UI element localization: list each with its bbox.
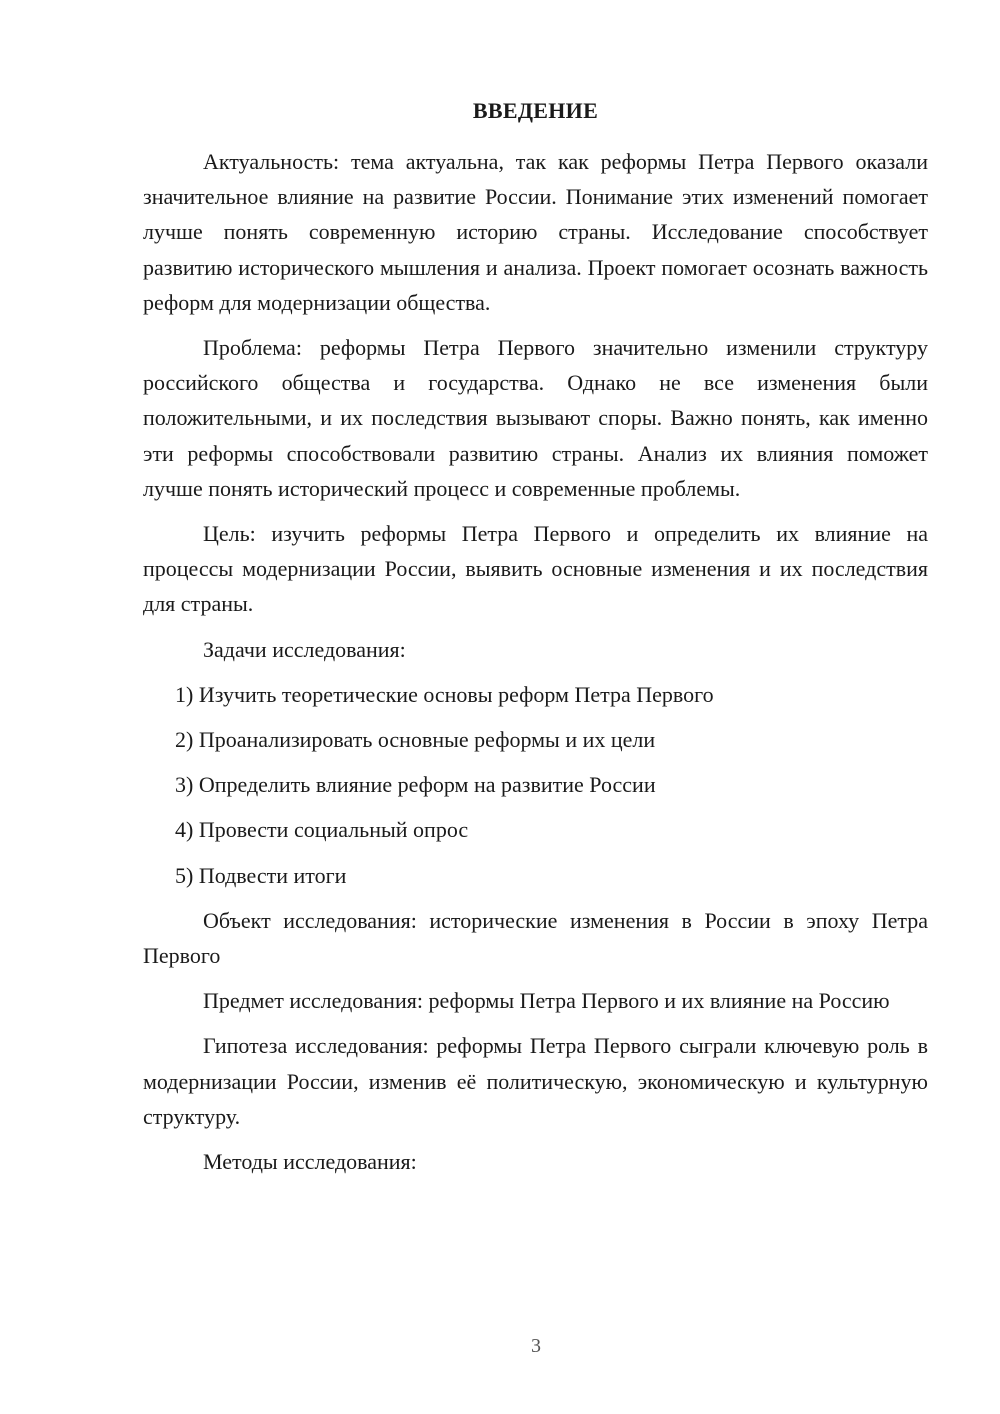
paragraph-object: Объект исследования: исторические изменения в России в эпоху Петра Первого xyxy=(143,907,928,969)
task-item-1: 1) Изучить теоретические основы реформ Петра Первого xyxy=(175,681,714,707)
paragraph-subject: Предмет исследования: реформы Петра Первого и их влияние на Россию xyxy=(203,988,890,1014)
task-item-5: 5) Подвести итоги xyxy=(175,862,347,888)
task-item-2: 2) Проанализировать основные реформы и их цели xyxy=(175,727,656,753)
task-item-4: 4) Провести социальный опрос xyxy=(175,817,469,843)
tasks-list xyxy=(143,677,928,893)
paragraph-problem: Проблема: реформы Петра Первого значительно изменили структуру российского общества и государства. Однако не все изменения были положительными, и их последствия вызывают споры. Важно понять, как именно эти реформы способствовали развитию страны. Анализ их влияния поможет лучше понять исторический процесс и современные проблемы. xyxy=(143,335,928,501)
tasks-title: Задачи исследования: xyxy=(203,636,406,662)
methods-title: Методы исследования: xyxy=(203,1149,417,1175)
paragraph-relevance: Актуальность: тема актуальна, так как реформы Петра Первого оказали значительное влияние на развитие России. Понимание этих изменений помогает лучше понять современную историю страны. Исследование способствует развитию исторического мышления и анализа. Проект помогает осознать важность реформ для модернизации общества. xyxy=(143,149,928,315)
paragraph-hypothesis: Гипотеза исследования: реформы Петра Первого сыграли ключевую роль в модернизации России, изменив её политическую, экономическую и культурную структуру. xyxy=(143,1033,928,1129)
section-heading: ВВЕДЕНИЕ xyxy=(472,98,599,123)
document-page xyxy=(143,96,928,1189)
task-item-3: 3) Определить влияние реформ на развитие России xyxy=(175,772,656,798)
paragraph-goal: Цель: изучить реформы Петра Первого и определить их влияние на процессы модернизации России, выявить основные изменения и их последствия для страны. xyxy=(143,521,928,617)
page-number: 3 xyxy=(531,1335,541,1357)
